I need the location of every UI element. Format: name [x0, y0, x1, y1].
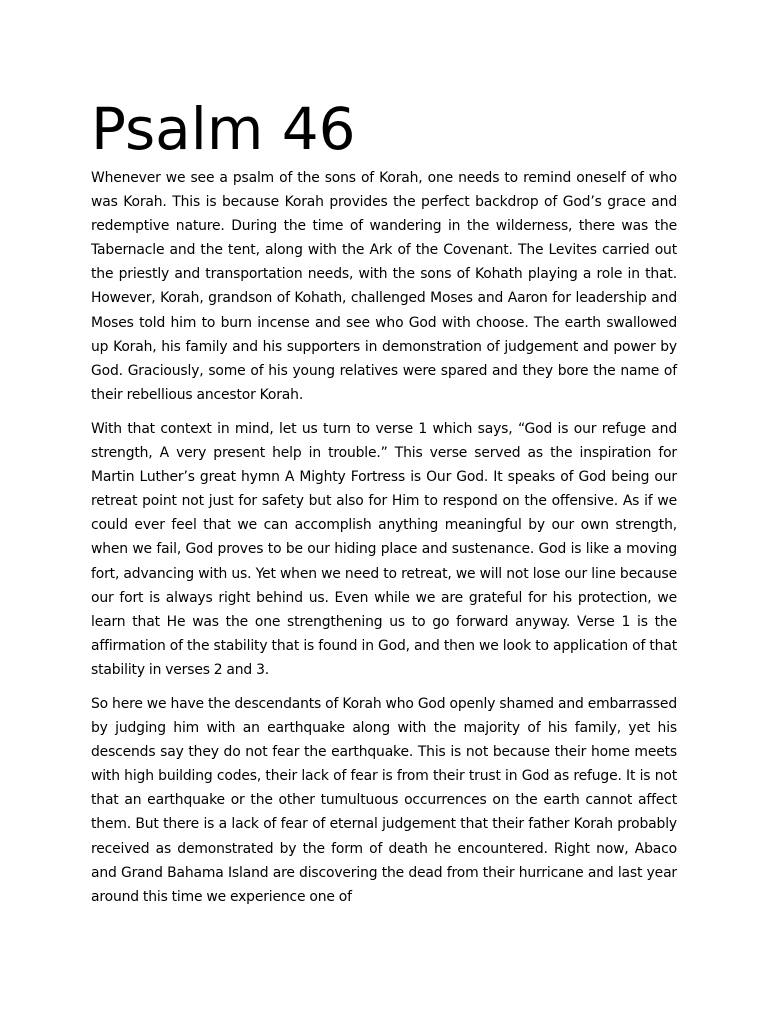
paragraph-earthquake: So here we have the descendants of Korah who God openly shamed and embarrassed by judging him with an earthquake along with the majority of his family, yet his descends say they do not fear the earthquake. This is not because their home meets with high building codes, their lack of fear is from their trust in God as refuge. It is not that an earthquake or the other tumultuous occurrences on the earth cannot affect them. But there is a lack of fear of eternal judgement that their father Korah probably received as demonstrated by the form of death he encountered. Right now, Abaco and Grand Bahama Island are discovering the dead from their hurricane and last year around this time we experience one of — [91, 695, 677, 905]
document-title: Psalm 46 — [91, 95, 356, 163]
document-page — [91, 92, 677, 919]
paragraph-verse-1: With that context in mind, let us turn to verse 1 which says, “God is our refuge and strength, A very present help in trouble.” This verse served as the inspiration for Martin Luther’s great hymn A Mighty Fortress is Our God. It speaks of God being our retreat point not just for safety but also for Him to respond on the offensive. As if we could ever feel that we can accomplish anything meaningful by our own strength, when we fail, God proves to be our hiding place and sustenance. God is like a moving fort, advancing with us. Yet when we need to retreat, we will not lose our line because our fort is always right behind us. Even while we are grateful for his protection, we learn that He was the one strengthening us to go forward anyway. Verse 1 is the affirmation of the stability that is found in God, and then we look to application of that stability in verses 2 and 3. — [91, 420, 677, 678]
paragraph-korah-background: Whenever we see a psalm of the sons of Korah, one needs to remind oneself of who was Korah. This is because Korah provides the perfect backdrop of God’s grace and redemptive nature. During the time of wandering in the wilderness, there was the Tabernacle and the tent, along with the Ark of the Covenant. The Levites carried out the priestly and transportation needs, with the sons of Kohath playing a role in that. However, Korah, grandson of Kohath, challenged Moses and Aaron for leadership and Moses told him to burn incense and see who God with choose. The earth swallowed up Korah, his family and his supporters in demonstration of judgement and power by God. Graciously, some of his young relatives were spared and they bore the name of their rebellious ancestor Korah. — [91, 170, 677, 403]
